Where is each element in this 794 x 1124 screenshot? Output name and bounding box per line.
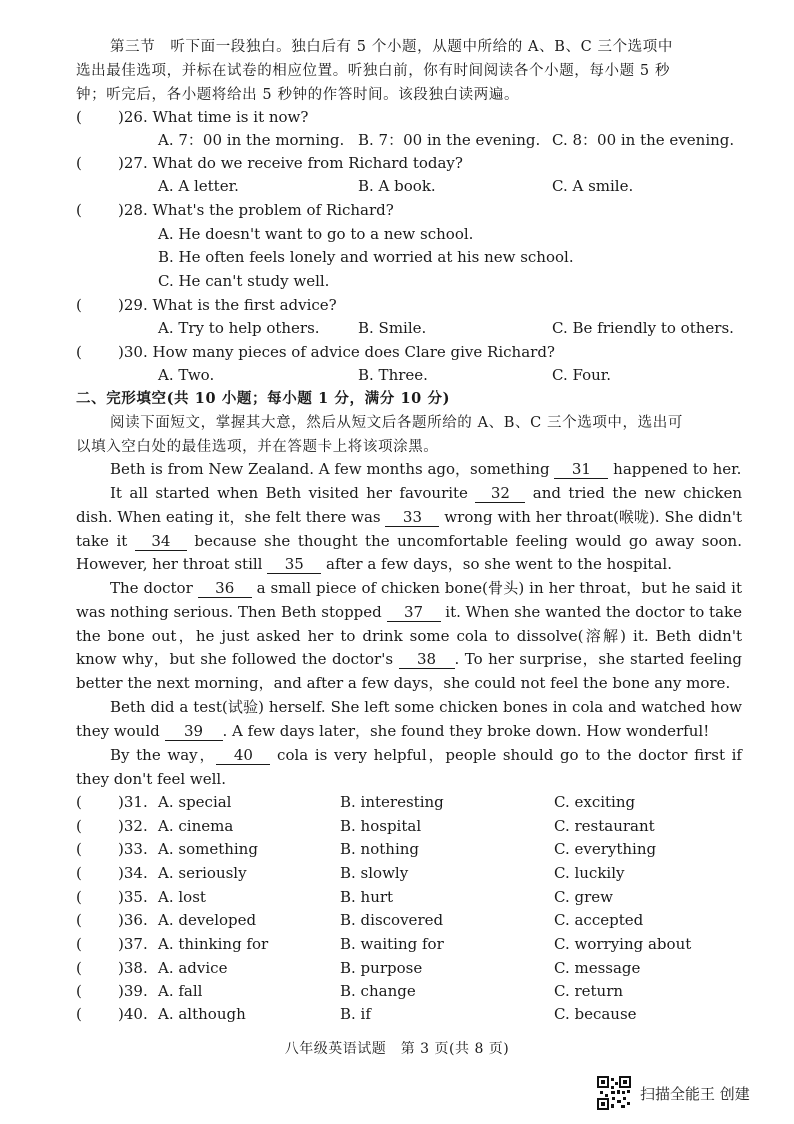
passage-text: . To her surprise，she started feeling better the next morning，and after a few days，she could not feel the bone any more. (76, 650, 742, 693)
passage-text: . A few days later，she found they broke down. How wonderful! (222, 721, 710, 740)
question-text: What do we receive from Richard today? (152, 154, 463, 172)
answer-paren[interactable]: ( (76, 935, 82, 953)
answer-paren[interactable]: ( (76, 1005, 82, 1023)
passage-text: By the way， (110, 746, 217, 764)
answer-paren[interactable]: ( (76, 840, 82, 858)
answer-paren[interactable]: ( (76, 793, 82, 811)
option-c: C. exciting (554, 793, 636, 811)
passage-paragraph-5 (76, 744, 742, 792)
question-30 (118, 341, 555, 363)
answer-paren[interactable]: ( (76, 959, 82, 977)
part2-instruction-line1: 阅读下面短文，掌握其大意，然后从短文后各题所给的 A、B、C 三个选项中，选出可 (110, 415, 683, 431)
passage-text: and tried the new chicken dish. When eating it，she felt there was (76, 484, 742, 526)
option-b: B. slowly (340, 864, 409, 882)
answer-paren[interactable]: ( (76, 201, 82, 219)
option-c: C. 8：00 in the evening. (552, 131, 735, 149)
question-text: What's the problem of Richard? (152, 201, 394, 219)
answer-paren[interactable]: ( (76, 982, 82, 1000)
option-a: A. developed (158, 911, 257, 929)
passage-text: because she thought the uncomfortable feeling would go away soon. However, her throat still (76, 531, 742, 574)
blank-34: 34 (135, 532, 187, 551)
option-c: C. worrying about (554, 935, 692, 953)
cloze-number: )36. (118, 911, 148, 929)
answer-paren[interactable]: ( (76, 888, 82, 906)
question-26 (118, 106, 308, 128)
passage-paragraph-3 (76, 577, 742, 696)
cloze-number: )32. (118, 817, 148, 835)
option-a: A. advice (158, 959, 228, 977)
answer-paren[interactable]: ( (76, 911, 82, 929)
question-text: What time is it now? (152, 108, 309, 126)
answer-paren[interactable]: ( (76, 343, 82, 361)
cloze-number: )33. (118, 840, 148, 858)
option-a: A. Try to help others. (158, 319, 320, 337)
option-c: C. He can't study well. (158, 272, 330, 290)
option-c: C. everything (554, 840, 657, 858)
option-b: B. change (340, 982, 416, 1000)
option-c: C. Be friendly to others. (552, 319, 734, 337)
option-a: A. thinking for (158, 935, 269, 953)
part2-instruction-line2: 以填入空白处的最佳选项，并在答题卡上将该项涂黑。 (76, 439, 439, 455)
blank-33: 33 (385, 508, 439, 527)
passage-text: wrong with her throat(喉咙). She didn't take it (76, 507, 742, 550)
option-b: B. interesting (340, 793, 444, 811)
passage-text: happened to her. (608, 460, 742, 478)
option-b: B. 7：00 in the evening. (358, 131, 541, 149)
answer-paren[interactable]: ( (76, 296, 82, 314)
option-b: B. Smile. (358, 319, 427, 337)
question-text: What is the first advice? (152, 296, 337, 314)
blank-32: 32 (475, 484, 525, 503)
option-a: A. Two. (158, 366, 215, 384)
blank-35: 35 (267, 555, 321, 574)
answer-paren[interactable]: ( (76, 817, 82, 835)
option-c: C. grew (554, 888, 613, 906)
cloze-number: )40. (118, 1005, 148, 1023)
passage-text: Beth did a test(试验) herself. She left some chicken bones in cola and watched how they would (76, 698, 742, 740)
option-b: B. Three. (358, 366, 428, 384)
option-a: A. although (158, 1005, 246, 1023)
passage-text: it. When she wanted the doctor to take the bone out，he just asked her to drink some cola to dissolve(溶解) it. Beth didn't know why，but she followed the doctor's (76, 602, 742, 669)
option-c: C. Four. (552, 366, 612, 384)
passage-text: The doctor (110, 579, 198, 597)
section3-instruction-line1: 第三节 听下面一段独白。独白后有 5 个小题，从题中所给的 A、B、C 三个选项中 (110, 39, 673, 55)
option-a: A. special (158, 793, 232, 811)
option-c: C. restaurant (554, 817, 655, 835)
option-b: B. hospital (340, 817, 422, 835)
option-a: A. seriously (158, 864, 247, 882)
option-b: B. hurt (340, 888, 394, 906)
question-number: )27. (118, 154, 148, 172)
option-a: A. something (158, 840, 258, 858)
cloze-number: )37. (118, 935, 148, 953)
option-c: C. luckily (554, 864, 625, 882)
option-c: C. return (554, 982, 624, 1000)
answer-paren[interactable]: ( (76, 154, 82, 172)
option-a: A. A letter. (158, 177, 239, 195)
cloze-number: )31. (118, 793, 148, 811)
passage-paragraph-1 (76, 458, 742, 482)
watermark-text: 扫描全能王 创建 (640, 1085, 750, 1103)
question-number: )28. (118, 201, 148, 219)
passage-text: Beth is from New Zealand. A few months ago，something (110, 460, 555, 478)
option-b: B. discovered (340, 911, 444, 929)
cloze-number: )35. (118, 888, 148, 906)
option-a: A. He doesn't want to go to a new school. (158, 225, 474, 243)
blank-38: 38 (399, 650, 455, 669)
cloze-number: )39. (118, 982, 148, 1000)
passage-text: after a few days，so she went to the hospital. (321, 555, 672, 574)
page-footer: 八年级英语试题 第 3 页(共 8 页) (284, 1041, 510, 1057)
option-c: C. A smile. (552, 177, 634, 195)
option-b: B. A book. (358, 177, 436, 195)
question-27 (118, 152, 463, 174)
passage-text: a small piece of chicken bone(骨头) in her throat，but he said it was nothing serious. Then Beth stopped (76, 579, 742, 621)
question-number: )29. (118, 296, 148, 314)
option-c: C. accepted (554, 911, 644, 929)
question-29 (118, 294, 337, 316)
option-b: B. purpose (340, 959, 423, 977)
question-number: )30. (118, 343, 148, 361)
qr-code-icon (597, 1076, 631, 1110)
passage-paragraph-2 (76, 482, 742, 577)
blank-36: 36 (198, 579, 252, 598)
option-a: A. fall (158, 982, 203, 1000)
passage-paragraph-4 (76, 696, 742, 744)
blank-37: 37 (387, 603, 441, 622)
option-c: C. because (554, 1005, 637, 1023)
section3-instruction-line3: 钟；听完后，各小题将给出 5 秒钟的作答时间。该段独白读两遍。 (76, 87, 520, 103)
blank-39: 39 (165, 722, 223, 741)
cloze-number: )38. (118, 959, 148, 977)
option-b: B. if (340, 1005, 371, 1023)
option-a: A. lost (158, 888, 206, 906)
cloze-number: )34. (118, 864, 148, 882)
section3-instruction-line2: 选出最佳选项，并标在试卷的相应位置。听独白前，你有时间阅读各个小题，每小题 5 秒 (76, 63, 671, 79)
option-b: B. waiting for (340, 935, 444, 953)
blank-40: 40 (216, 746, 270, 765)
option-a: A. 7：00 in the morning. (158, 131, 345, 149)
option-a: A. cinema (158, 817, 234, 835)
question-text: How many pieces of advice does Clare give Richard? (152, 343, 555, 361)
passage-text: cola is very helpful，people should go to the doctor first if they don't feel well. (76, 746, 742, 788)
option-b: B. He often feels lonely and worried at his new school. (158, 248, 574, 266)
option-b: B. nothing (340, 840, 419, 858)
question-28 (118, 199, 394, 221)
answer-paren[interactable]: ( (76, 108, 82, 126)
passage-text: It all started when Beth visited her favourite (110, 484, 476, 502)
answer-paren[interactable]: ( (76, 864, 82, 882)
part2-heading: 二、完形填空(共 10 小题；每小题 1 分，满分 10 分) (76, 390, 451, 407)
option-c: C. message (554, 959, 641, 977)
blank-31: 31 (554, 460, 608, 479)
question-number: )26. (118, 108, 148, 126)
